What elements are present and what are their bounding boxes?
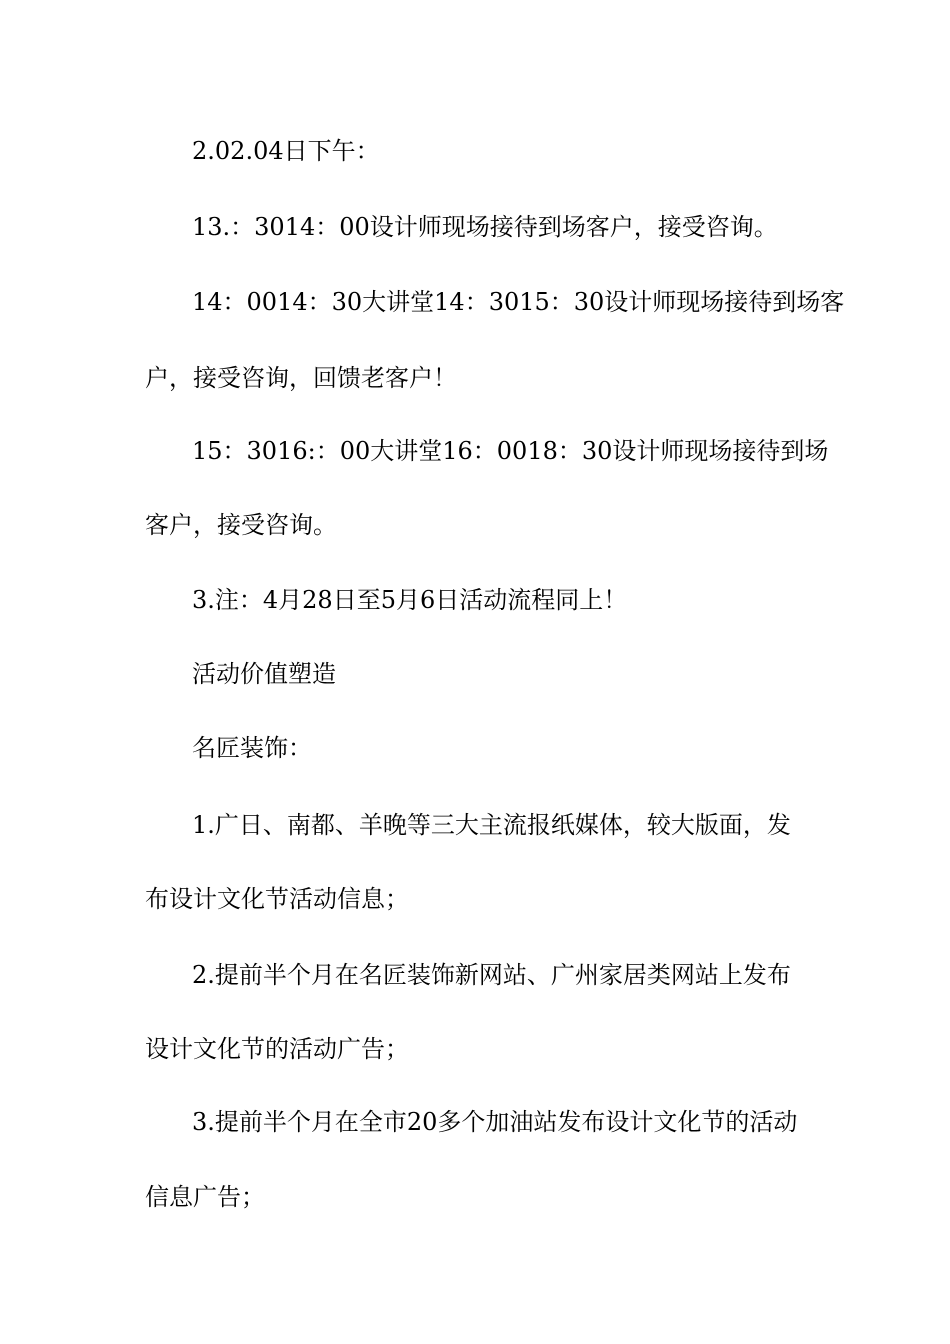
schedule-line-1530-cont: 客户，接受咨询。 [145, 511, 337, 539]
schedule-line-1400-cont: 户，接受咨询，回馈老客户！ [145, 364, 457, 392]
schedule-heading-afternoon: 2.02.04日下午： [192, 137, 380, 165]
schedule-line-1400: 14：0014：30大讲堂14：3015：30设计师现场接待到场客 [192, 288, 845, 316]
list-item-2: 2.提前半个月在名匠装饰新网站、广州家居类网站上发布 [192, 961, 791, 989]
schedule-note: 3.注：4月28日至5月6日活动流程同上！ [192, 586, 628, 614]
list-item-3: 3.提前半个月在全市20多个加油站发布设计文化节的活动 [192, 1108, 798, 1136]
schedule-line-1330: 13.：3014：00设计师现场接待到场客户，接受咨询。 [192, 213, 778, 241]
section-heading-value: 活动价值塑造 [192, 660, 336, 688]
list-item-2-cont: 设计文化节的活动广告； [145, 1035, 409, 1063]
company-label: 名匠装饰： [192, 734, 312, 762]
list-item-1: 1.广日、南都、羊晚等三大主流报纸媒体，较大版面，发 [192, 811, 791, 839]
list-item-3-cont: 信息广告； [145, 1183, 265, 1211]
schedule-line-1530: 15：3016:：00大讲堂16：0018：30设计师现场接待到场 [192, 437, 829, 465]
list-item-1-cont: 布设计文化节活动信息； [145, 885, 409, 913]
